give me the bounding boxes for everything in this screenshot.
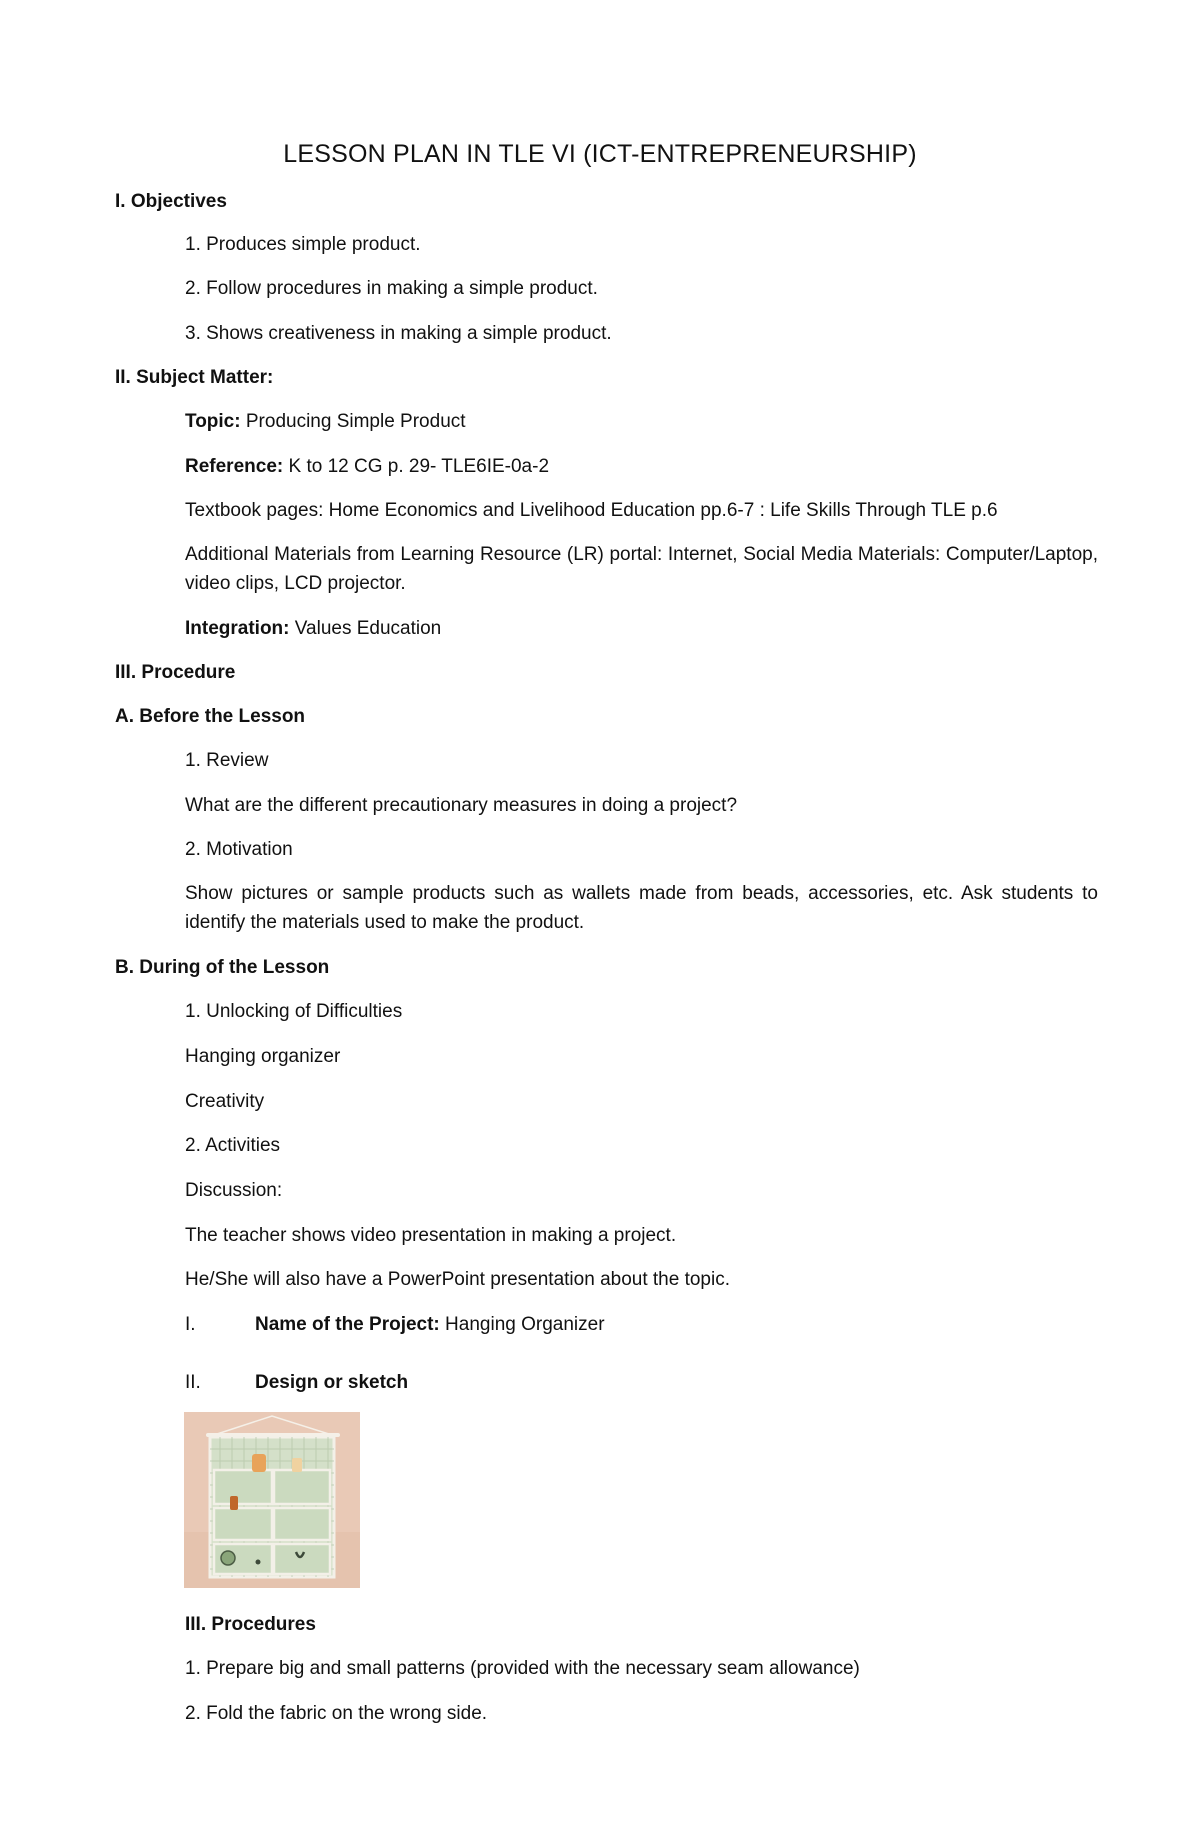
textbook-line: Textbook pages: Home Economics and Livelihood Education pp.6-7 : Life Skills Through TLE p.6 [185, 500, 998, 521]
design-sketch-line [185, 1371, 408, 1395]
objective-item: 3. Shows creativeness in making a simple product. [185, 323, 612, 344]
procedure-heading: III. Procedure [115, 662, 236, 683]
topic-value: Producing Simple Product [240, 411, 466, 432]
procedures-heading: III. Procedures [185, 1614, 316, 1635]
procedure-step: 2. Fold the fabric on the wrong side. [185, 1703, 488, 1724]
before-lesson-heading: A. Before the Lesson [115, 706, 306, 727]
topic-line [185, 410, 466, 434]
objectives-heading: I. Objectives [115, 191, 227, 212]
motivation-text: Show pictures or sample products such as wallets made from beads, accessories, etc. Ask students to identify the materials used to make the product. [185, 883, 1098, 933]
roman-numeral: II. [185, 1372, 201, 1393]
roman-numeral: I. [185, 1314, 196, 1335]
topic-label: Topic: [185, 411, 241, 432]
design-sketch-label: Design or sketch [255, 1372, 409, 1393]
term-item: Hanging organizer [185, 1046, 341, 1067]
discussion-text: The teacher shows video presentation in making a project. [185, 1225, 677, 1246]
objective-item: 2. Follow procedures in making a simple product. [185, 278, 598, 299]
project-name-line [185, 1313, 605, 1337]
objective-item: 1. Produces simple product. [185, 234, 421, 255]
motivation-label: 2. Motivation [185, 839, 293, 860]
reference-value: K to 12 CG p. 29- TLE6IE-0a-2 [283, 456, 550, 477]
integration-line [185, 617, 441, 641]
subject-matter-heading: II. Subject Matter: [115, 367, 274, 388]
review-question: What are the different precautionary measures in doing a project? [185, 795, 738, 816]
page-title: LESSON PLAN IN TLE VI (ICT-ENTREPRENEURSHIP) [283, 140, 917, 168]
during-lesson-heading: B. During of the Lesson [115, 957, 330, 978]
reference-label: Reference: [185, 456, 284, 477]
integration-label: Integration: [185, 618, 290, 639]
project-name-label: Name of the Project: [255, 1314, 440, 1335]
project-name-value: Hanging Organizer [439, 1314, 605, 1335]
integration-value: Values Education [289, 618, 442, 639]
review-label: 1. Review [185, 750, 269, 771]
additional-materials: Additional Materials from Learning Resource (LR) portal: Internet, Social Media Materials: Computer/Laptop, video clips, LCD projector. [185, 544, 1098, 594]
unlocking-label: 1. Unlocking of Difficulties [185, 1001, 403, 1022]
activities-label: 2. Activities [185, 1135, 281, 1156]
discussion-text: He/She will also have a PowerPoint presentation about the topic. [185, 1269, 730, 1290]
discussion-label: Discussion: [185, 1180, 283, 1201]
reference-line [185, 455, 549, 479]
hanging-organizer-photo [184, 1412, 360, 1588]
term-item: Creativity [185, 1091, 265, 1112]
procedure-step: 1. Prepare big and small patterns (provided with the necessary seam allowance) [185, 1658, 860, 1679]
